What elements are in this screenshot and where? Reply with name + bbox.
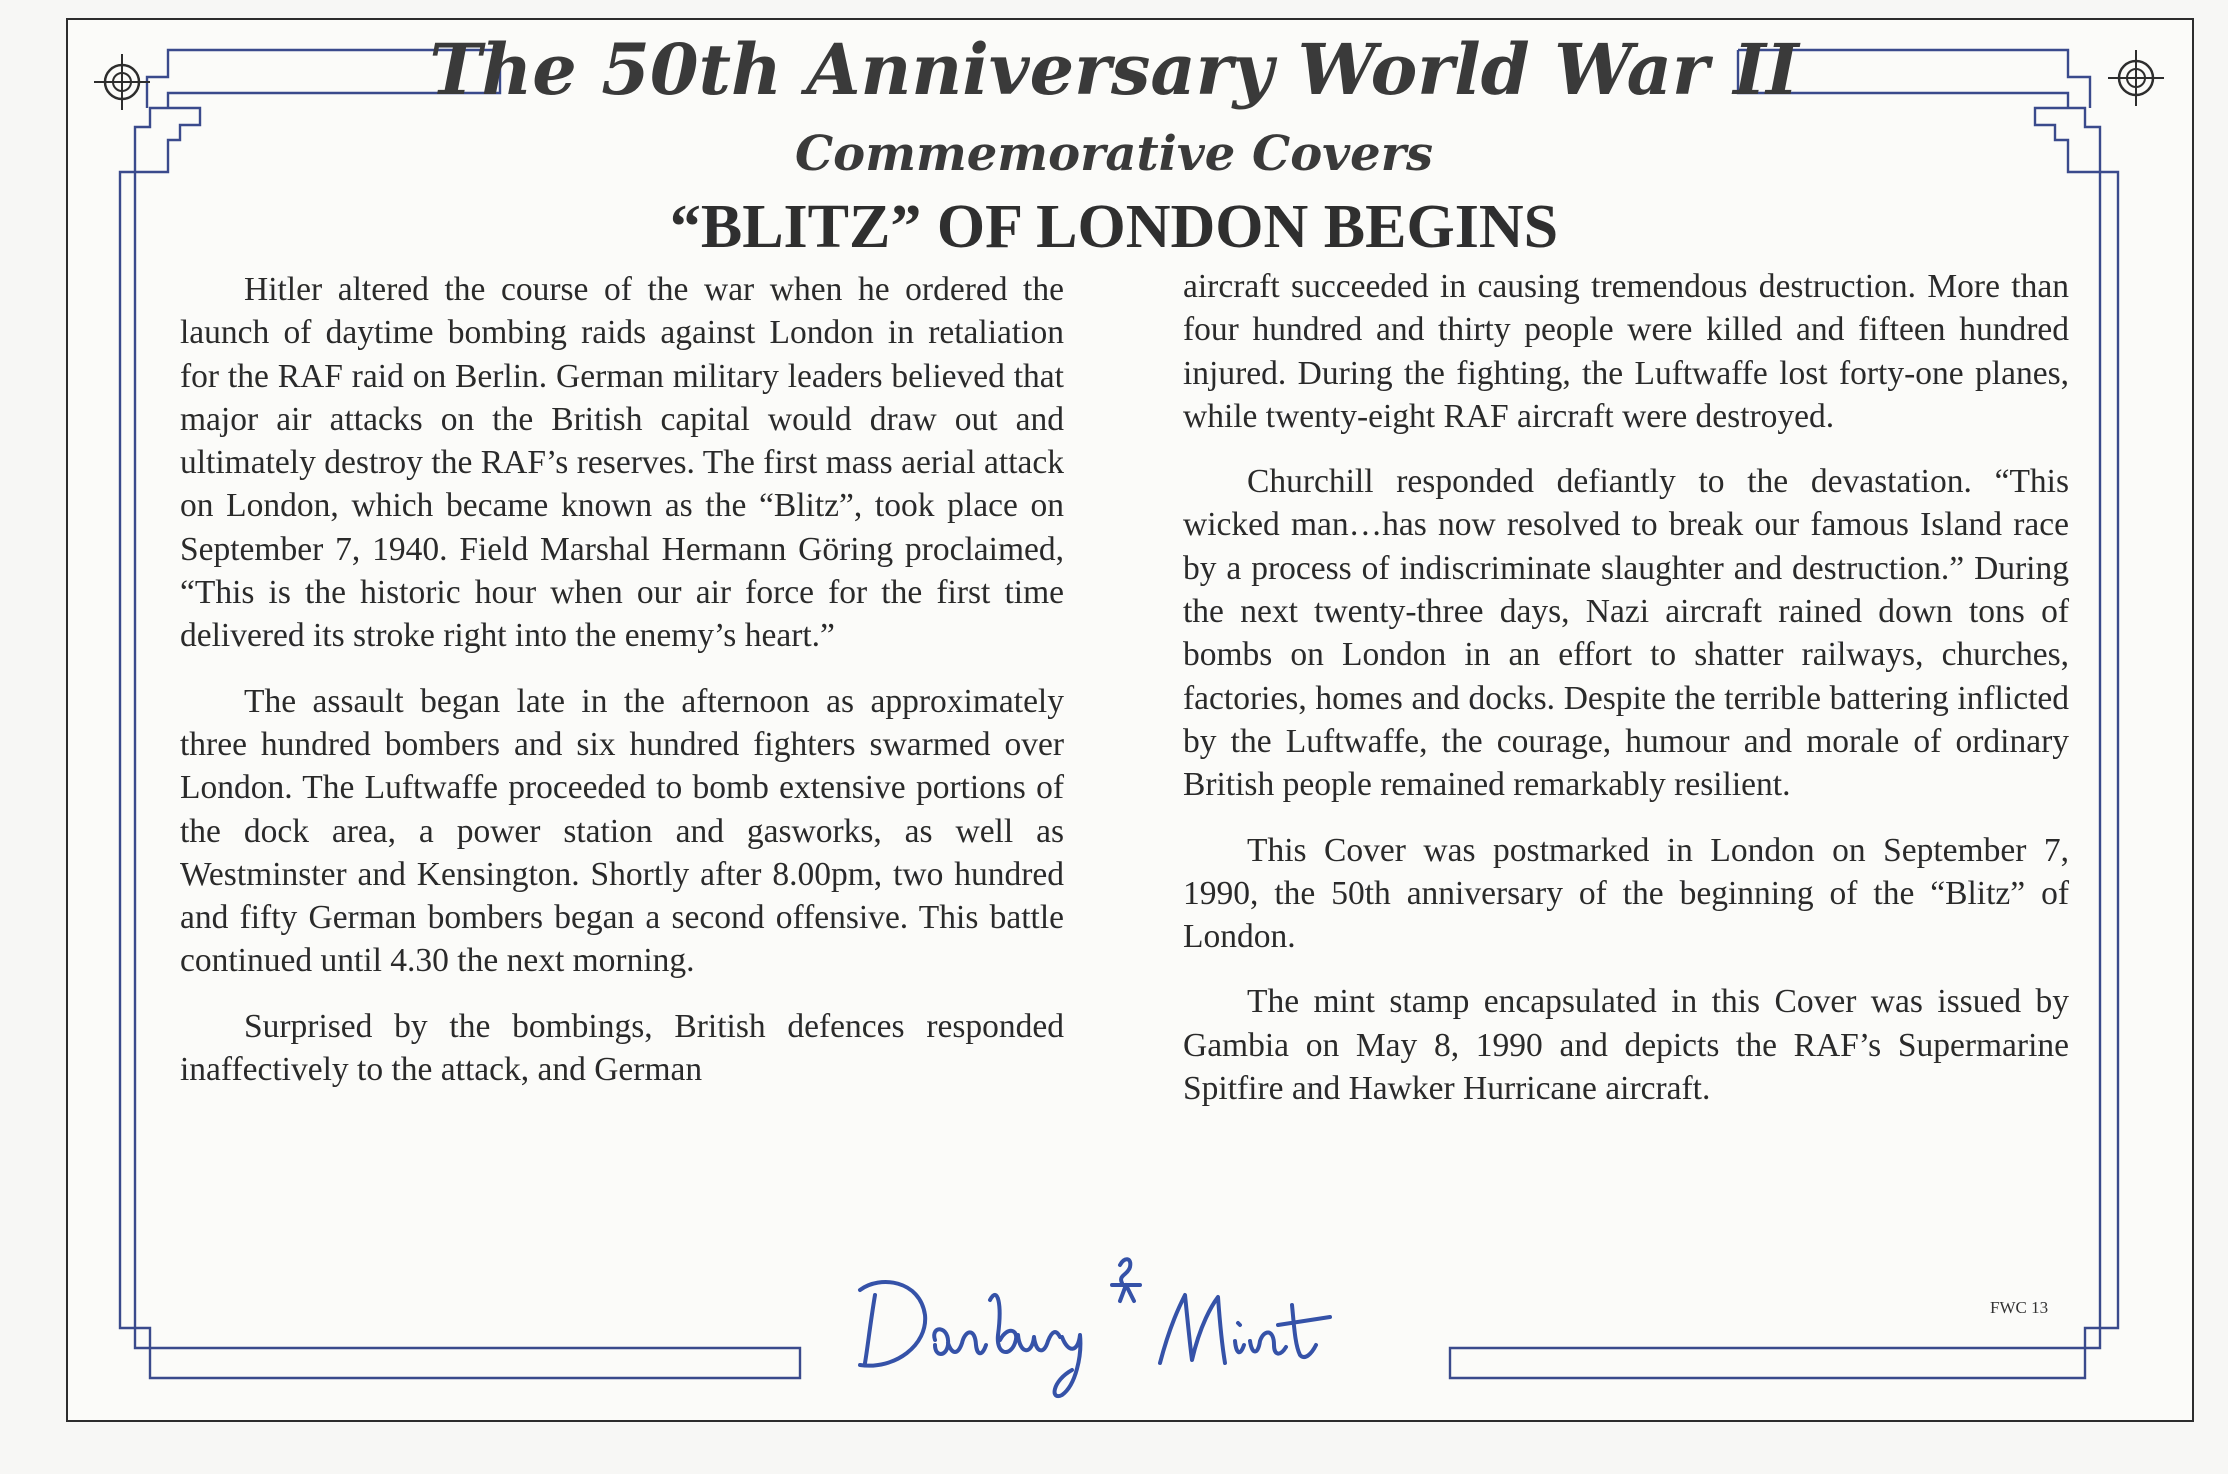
paragraph: Surprised by the bombings, British defences responded inaffectively to the attack, and German bbox=[180, 1007, 1064, 1089]
left-column bbox=[180, 268, 1064, 1113]
paragraph: The mint stamp encapsulated in this Cover was issued by Gambia on May 8, 1990 and depicts the RAF’s Supermarine Spitfire and Hawker Hurricane aircraft. bbox=[1183, 983, 2069, 1108]
form-code: FWC 13 bbox=[1990, 1298, 2049, 1317]
paragraph: Churchill responded defiantly to the devastation. “This wicked man…has now resolved to break our famous Island race by a process of indiscriminate slaughter and destruction.” During the next twenty-three days, Nazi aircraft rained down tons of bombs on London in an effort to shatter railways, churches, factories, homes and docks. Despite the terrible battering inflicted by the Luftwaffe, the courage, humour and morale of ordinary British people remained remarkably resilient. bbox=[1183, 463, 2069, 804]
paragraph: This Cover was postmarked in London on September 7, 1990, the 50th anniversary of the beginning of the “Blitz” of London. bbox=[1183, 831, 2069, 956]
right-column bbox=[1183, 265, 2069, 1132]
page-subtitle: Commemorative Covers bbox=[794, 126, 1434, 182]
paragraph: The assault began late in the afternoon as approximately three hundred bombers and six hundred fighters swarmed over London. The Luftwaffe proceeded to bomb extensive portions of the dock area, a power station and gasworks, as well as Westminster and Kensington. Shortly after 8.00pm, two hundred and fifty German bombers began a second offensive. This battle continued until 4.30 the next morning. bbox=[180, 682, 1064, 980]
paragraph: Hitler altered the course of the war when he ordered the launch of daytime bombing raids against London in retaliation for the RAF raid on Berlin. German military leaders believed that major air attacks on the British capital would draw out and ultimately destroy the RAF’s reserves. The first mass aerial attack on London, which became known as the “Blitz”, took place on September 7, 1940. Field Marshal Hermann Göring proclaimed, “This is the historic hour when our air force for the first time delivered its stroke right into the enemy’s heart.” bbox=[180, 271, 1064, 655]
page-title: The 50th Anniversary World War II bbox=[429, 28, 1799, 111]
headline: “BLITZ” OF LONDON BEGINS bbox=[669, 193, 1559, 261]
danbury-mint-signature bbox=[840, 1245, 1440, 1405]
paragraph: aircraft succeeded in causing tremendous destruction. More than four hundred and thirty people were killed and fifteen hundred injured. During the fighting, the Luftwaffe lost forty-one planes, while twenty-eight RAF aircraft were destroyed. bbox=[1183, 268, 2069, 435]
